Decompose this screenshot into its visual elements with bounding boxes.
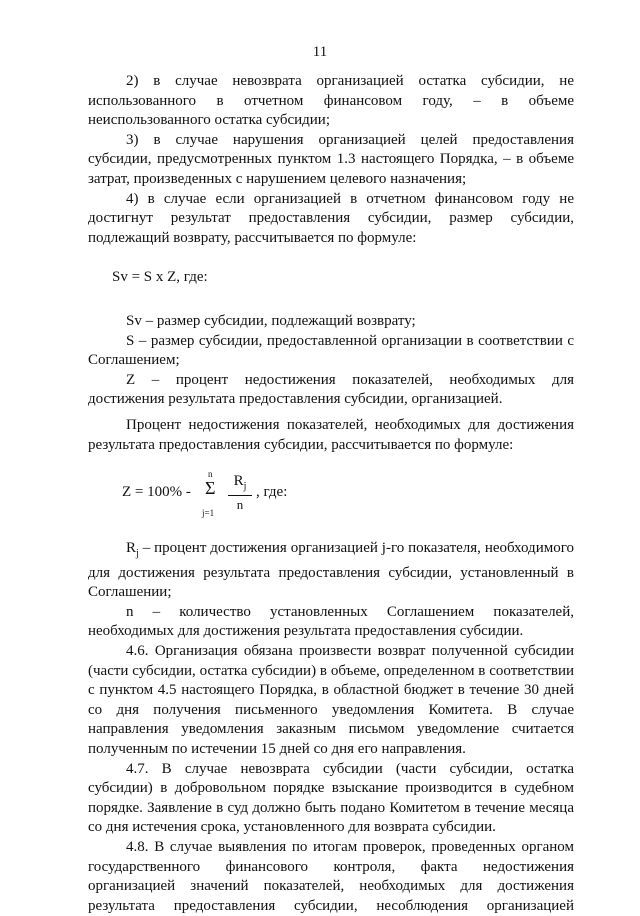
formula-z-left: Z = 100% - (122, 484, 191, 501)
paragraph-percent: Процент недостижения показателей, необходимых для достижения результата предоставления субсидии, рассчитывается по формуле: (88, 416, 574, 453)
paragraph-4-7: 4.7. В случае невозврата субсидии (части субсидии, остатка субсидии) в добровольном порядке взыскание производится в судебном порядке. Заявление в суд должно быть подано Комитетом в течение месяца со дня истечения срока, установленного для возврата субсидии. (88, 760, 574, 836)
paragraph-4-6: 4.6. Организация обязана произвести возврат полученной субсидии (части субсидии, остатка субсидии) в объеме, определенном в соответствии с пунктом 4.5 настоящего Порядка, в областной бюджет в течение 30 дней со дня получения письменного уведомления Комитета. В случае направления уведомления заказным письмом уведомление считается полученным по истечении 15 дней со дня его направления. (88, 643, 574, 758)
paragraph-3: 3) в случае нарушения организацией целей предоставления субсидии, предусмотренных пунктом 1.3 настоящего Порядка, – в объеме затрат, произведенных с нарушением целевого назначения; (88, 131, 574, 187)
definition-sv: Sv – размер субсидии, подлежащий возврату; (126, 312, 416, 329)
page-number: 11 (312, 44, 328, 60)
formula-z-lower-limit: j=1 (202, 508, 215, 519)
paragraph-4-8: 4.8. В случае выявления по итогам проверок, проведенных органом государственного финансового контроля, факта недостижения организацией значений показателей, необходимых для достижения результата предоставления субсидии, несоблюдения организацией (88, 839, 574, 914)
formula-z (122, 463, 574, 525)
definition-z: Z – процент недостижения показателей, необходимых для достижения результата предоставления субсидии, организацией. (88, 371, 574, 408)
definition-s: S – размер субсидии, предоставленной организации в соответствии с Соглашением; (88, 332, 574, 369)
formula-z-upper-limit: n (208, 469, 213, 480)
paragraph-2: 2) в случае невозврата организацией остатка субсидии, не использованного в отчетном финансовом году, – в объеме неиспользованного остатка субсидии; (88, 73, 574, 129)
paragraph-4: 4) в случае если организацией в отчетном финансовом году не достигнут результат предоставления субсидии, размер субсидии, подлежащий возврату, рассчитывается по формуле: (88, 190, 574, 246)
formula-z-denominator: n (236, 497, 244, 513)
sum-symbol: Σ (205, 478, 216, 499)
formula-z-fraction (228, 473, 252, 513)
formula-z-numerator: $R_j$ (228, 473, 252, 496)
formula-sv: Sv = S x Z, где: (112, 269, 208, 286)
definition-rj: $R_j$ – процент достижения организацией j-го показателя, необходимого для достижения результата предоставления субсидии, установленный в Соглашении; (88, 540, 574, 601)
formula-z-tail: , где: (256, 484, 288, 501)
definition-n: n – количество установленных Соглашением показателей, необходимых для достижения результата предоставления субсидии. (88, 603, 574, 640)
document-body (88, 72, 574, 916)
